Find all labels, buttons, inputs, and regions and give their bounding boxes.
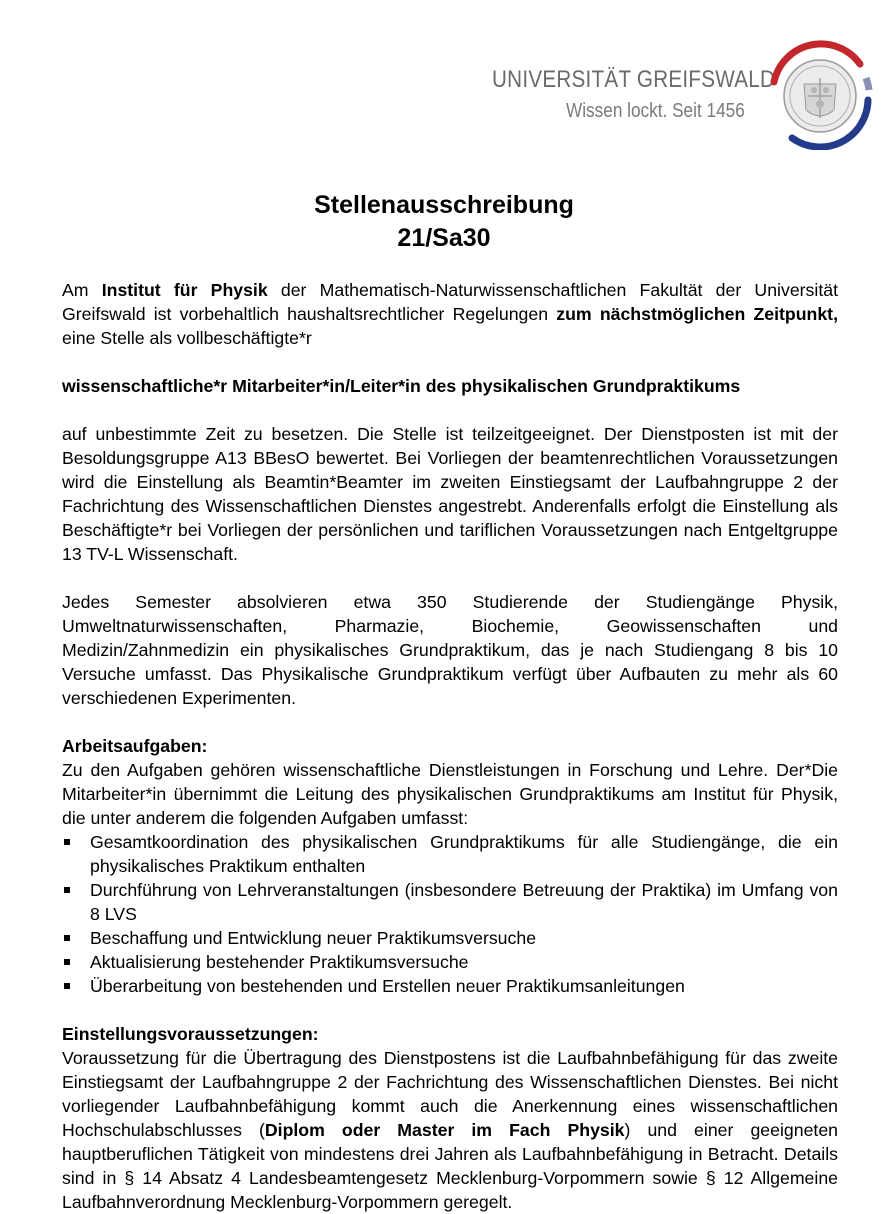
degree-requirement: Diplom oder Master im Fach Physik bbox=[264, 1120, 625, 1140]
document-title: Stellenausschreibung bbox=[314, 191, 574, 219]
document-body bbox=[62, 278, 838, 1214]
start-date: zum nächstmöglichen Zeitpunkt, bbox=[556, 304, 838, 324]
university-header bbox=[480, 34, 880, 154]
intro-paragraph: Am Institut für Physik der Mathematisch-Naturwissenschaftlichen Fakultät der Universität Greifswald ist vorbehaltlich haushaltsrechtlicher Regelungen zum nächstmöglichen Zeitpunkt, eine Stelle als vollbeschäftigte*r bbox=[62, 280, 838, 348]
tasks-intro: Zu den Aufgaben gehören wissenschaftliche Dienstleistungen in Forschung und Lehre. Der*Die Mitarbeiter*in übernimmt die Leitung des physikalischen Grundpraktikums am Institut für Physik, die unter anderem die folgenden Aufgaben umfasst: bbox=[62, 760, 838, 828]
university-name: UNIVERSITÄT GREIFSWALD bbox=[492, 66, 776, 93]
list-item: Gesamtkoordination des physikalischen Grundpraktikums für alle Studiengänge, die ein physikalisches Praktikum enthalten bbox=[62, 830, 838, 878]
tasks-list bbox=[62, 830, 838, 998]
document-reference-number: 21/Sa30 bbox=[397, 224, 491, 252]
requirements-paragraph: Voraussetzung für die Übertragung des Dienstpostens ist die Laufbahnbefähigung für das zweite Einstiegsamt der Laufbahngruppe 2 der Fachrichtung des Wissenschaftlichen Dienstes. Bei nicht vorliegender Laufbahnbefähigung kommt auch die Anerkennung eines wissenschaftlichen Hochschulabschlusses (Diplom oder Master im Fach Physik) und einer geeigneten hauptberuflichen Tätigkeit von mindestens drei Jahren als Laufbahnbefähigung in Betracht. Details sind in § 14 Absatz 4 Landesbeamtengesetz Mecklenburg-Vorpommern sowie § 12 Allgemeine Laufbahnverordnung Mecklenburg-Vorpommern geregelt. bbox=[62, 1048, 838, 1212]
list-item: Überarbeitung von bestehenden und Erstellen neuer Praktikumsanleitungen bbox=[62, 974, 838, 998]
tasks-heading: Arbeitsaufgaben: bbox=[62, 736, 208, 756]
requirements-heading: Einstellungsvoraussetzungen: bbox=[62, 1024, 319, 1044]
university-motto: Wissen lockt. Seit 1456 bbox=[566, 100, 745, 122]
position-title: wissenschaftliche*r Mitarbeiter*in/Leiter*in des physikalischen Grundpraktikums bbox=[62, 376, 741, 396]
institute-name: Institut für Physik bbox=[101, 280, 268, 300]
list-item: Aktualisierung bestehender Praktikumsversuche bbox=[62, 950, 838, 974]
lab-description-paragraph: Jedes Semester absolvieren etwa 350 Studierende der Studiengänge Physik, Umweltnaturwissenschaften, Pharmazie, Biochemie, Geowissenschaften und Medizin/Zahnmedizin ein physikalisches Grundpraktikum, das je nach Studiengang 8 bis 10 Versuche umfasst. Das Physikalische Grundpraktikum verfügt über Aufbauten zu mehr als 60 verschiedenen Experimenten. bbox=[62, 592, 838, 708]
university-seal-logo bbox=[764, 38, 876, 150]
list-item: Durchführung von Lehrveranstaltungen (insbesondere Betreuung der Praktika) im Umfang von 8 LVS bbox=[62, 878, 838, 926]
employment-paragraph: auf unbestimmte Zeit zu besetzen. Die Stelle ist teilzeitgeeignet. Der Dienstposten ist mit der Besoldungsgruppe A13 BBesO bewertet. Bei Vorliegen der beamtenrechtlichen Voraussetzungen wird die Einstellung als Beamtin*Beamter im zweiten Einstiegsamt der Laufbahngruppe 2 der Fachrichtung des Wissenschaftlichen Dienstes angestrebt. Anderenfalls erfolgt die Einstellung als Beschäftigte*r bei Vorliegen der persönlichen und tariflichen Voraussetzungen nach Entgeltgruppe 13 TV-L Wissenschaft. bbox=[62, 424, 838, 564]
list-item: Beschaffung und Entwicklung neuer Praktikumsversuche bbox=[62, 926, 838, 950]
